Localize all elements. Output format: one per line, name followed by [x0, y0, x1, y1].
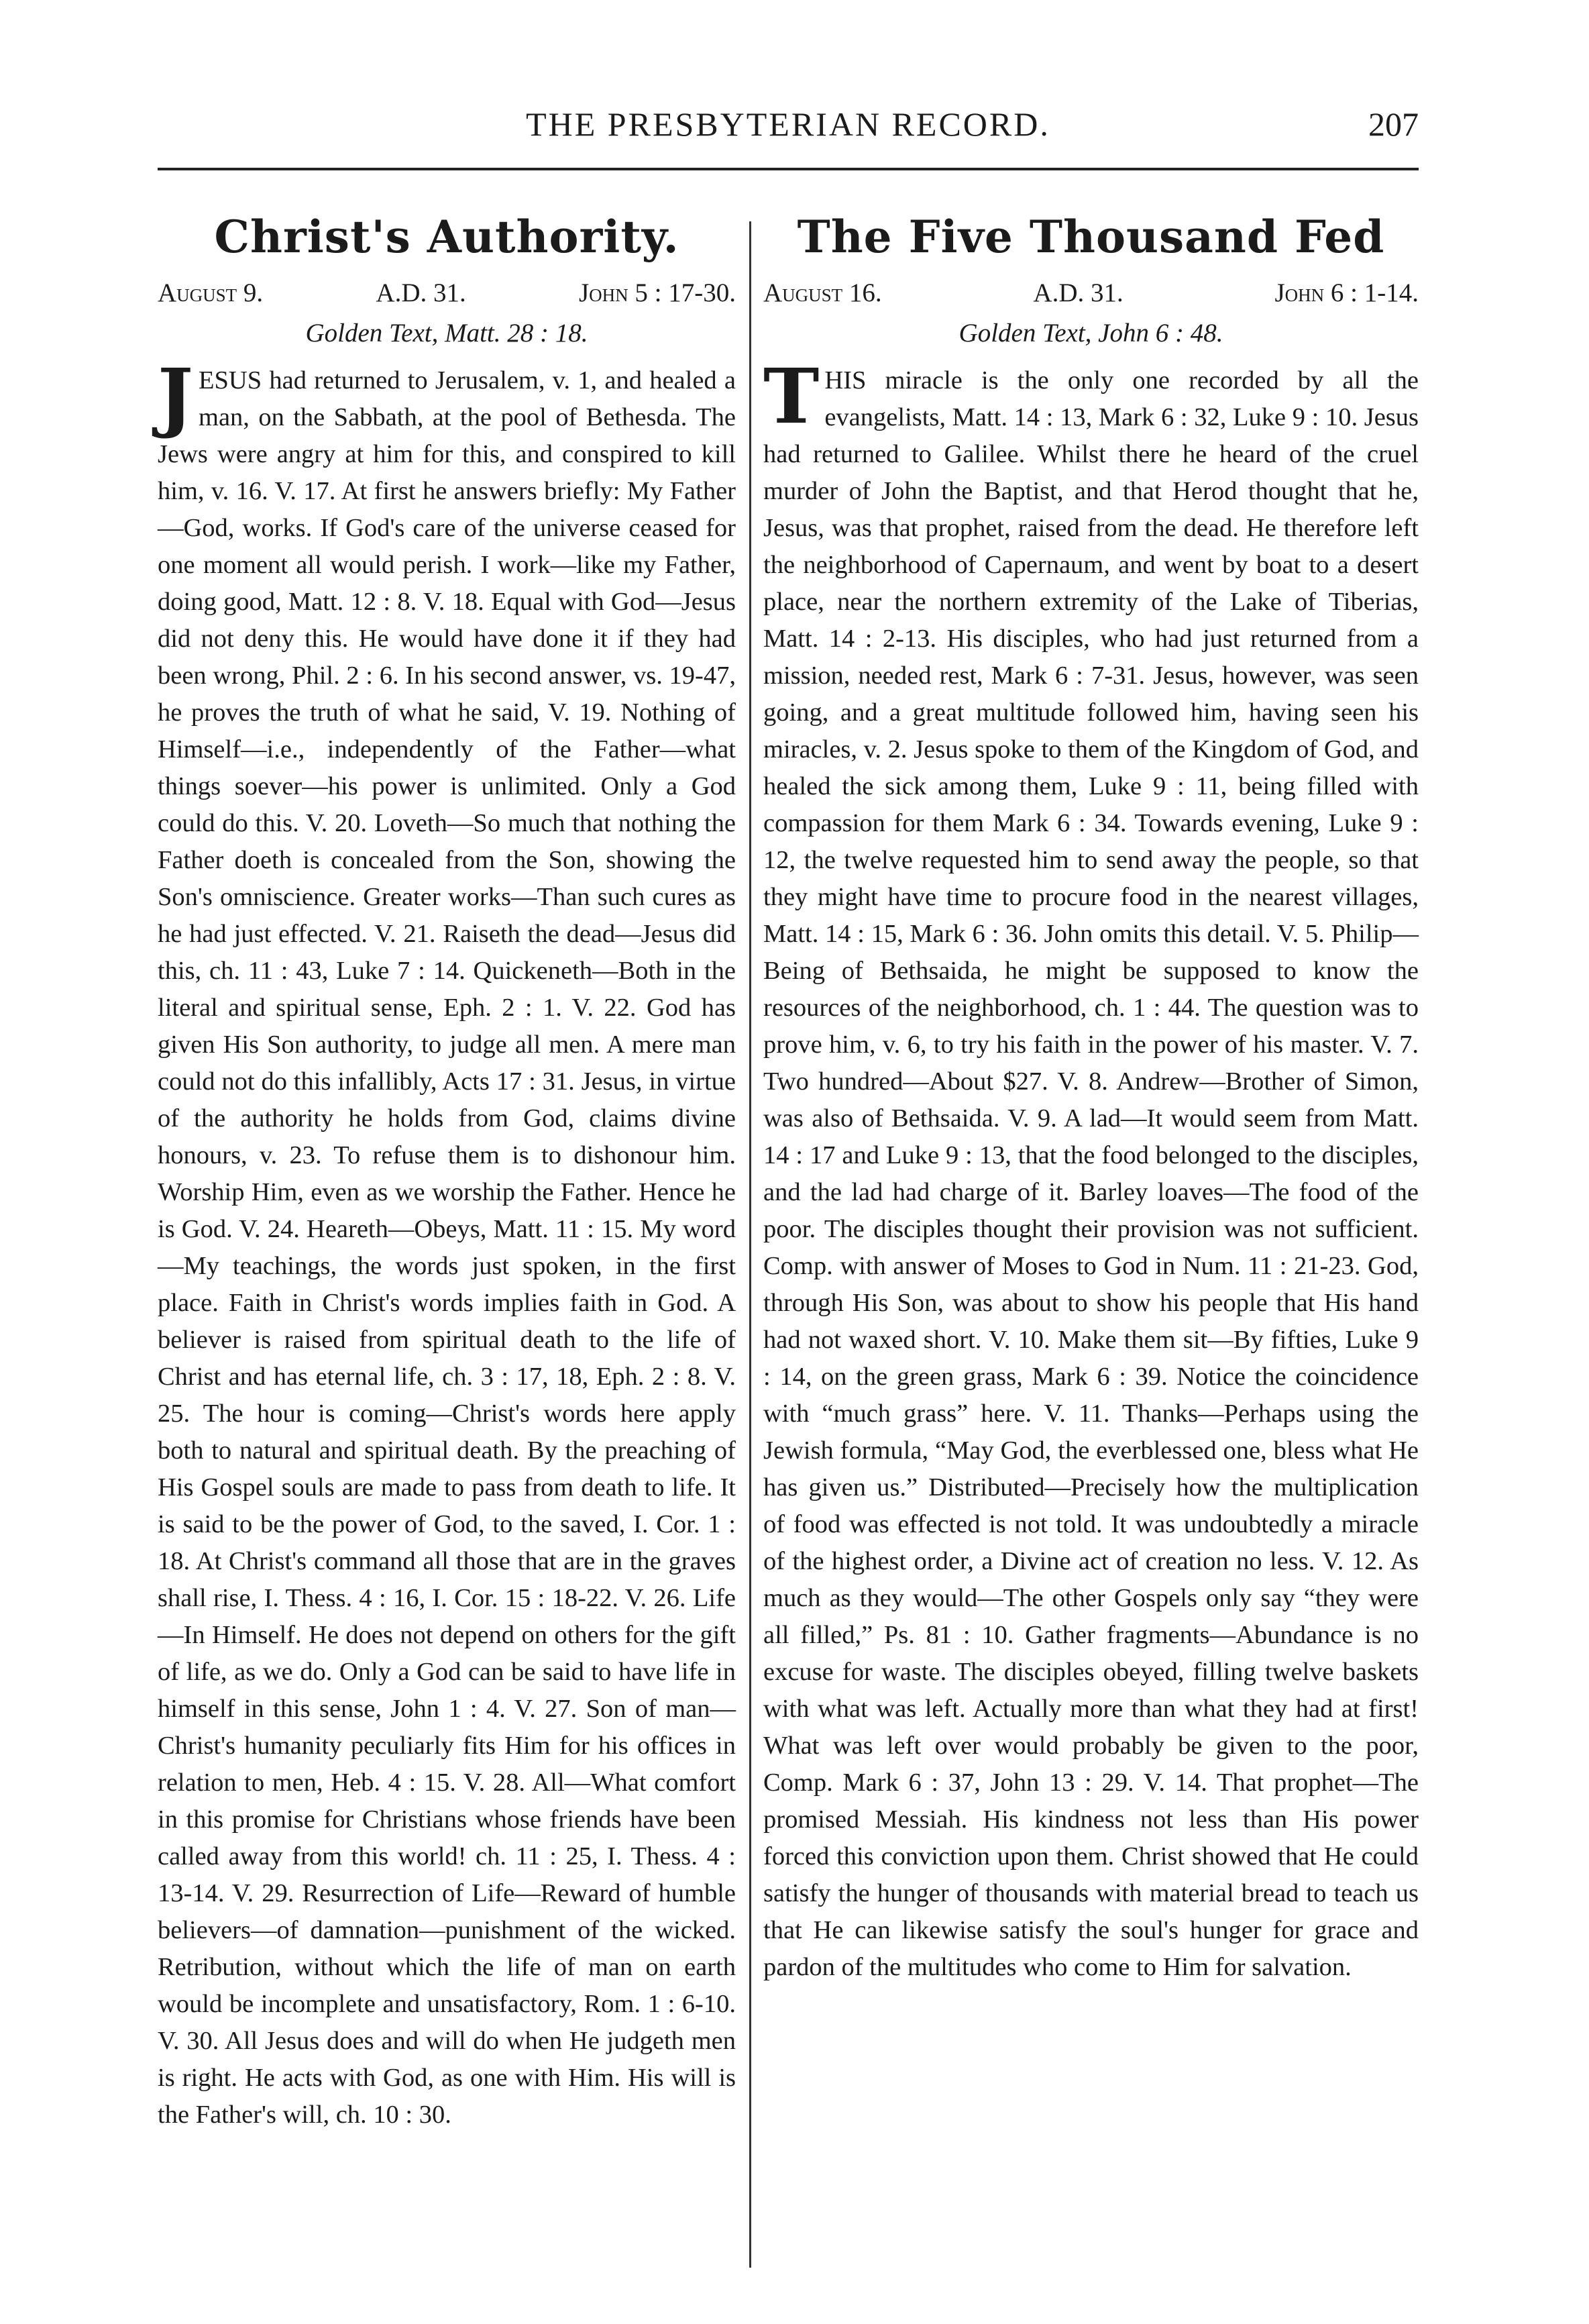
lesson-year: A.D. 31.	[1033, 278, 1124, 307]
header-rule	[158, 168, 1419, 170]
right-column-article	[763, 200, 1419, 2293]
golden-text: Golden Text, John 6 : 48.	[958, 319, 1223, 348]
article-title: Christ's Authority.	[214, 211, 679, 263]
lesson-meta	[763, 274, 1419, 313]
lesson-reference: John 6 : 1-14.	[1274, 278, 1419, 307]
article-body	[158, 353, 736, 2133]
body-text: HIS miracle is the only one recorded by all the evangelists, Matt. 14 : 13, Mark 6 : 32, Luke 9 : 10. Jesus had returned to Galilee. Whilst there he heard of the cruel murder of John the Baptist, and that Herod thought that he, Jesus, was that prophet, raised from the dead. He therefore left the neighborhood of Capernaum, and went by boat to a desert place, near the northern extremity of the Lake of Tiberias, Matt. 14 : 2-13. His disciples, who had just returned from a mission, needed rest, Mark 6 : 7-31. Jesus, however, was seen going, and a great multitude followed him, having seen his miracles, v. 2. Jesus spoke to them of the Kingdom of God, and healed the sick among them, Luke 9 : 11, being filled with compassion for them Mark 6 : 34. Towards evening, Luke 9 : 12, the twelve requested him to send away the people, so that they might have time to procure food in the nearest villages, Matt. 14 : 15, Mark 6 : 36. John omits this detail. V. 5. Philip—Being of Bethsaida, he might be supposed to know the resources of the neighborhood, ch. 1 : 44. The question was to prove him, v. 6, to try his faith in the power of his master. V. 7. Two hundred—About $27. V. 8. Andrew—Brother of Simon, was also of Bethsaida. V. 9. A lad—It would seem from Matt. 14 : 17 and Luke 9 : 13, that the food belonged to the disciples, and the lad had charge of it. Barley loaves—The food of the poor. The disciples thought their provision was not sufficient. Comp. with answer of Moses to God in Num. 11 : 21-23. God, through His Son, was about to show his people that His hand had not waxed short. V. 10. Make them sit—By fifties, Luke 9 : 14, on the green grass, Mark 6 : 39. Notice the coincidence with “much grass” here. V. 11. Thanks—Perhaps using the Jewish formula, “May God, the everblessed one, bless what He has given us.” Distributed—Precisely how the multiplication of food was effected is not told. It was undoubtedly a miracle of the highest order, a Divine act of creation no less. V. 12. As much as they would—The other Gospels only say “they were all filled,” Ps. 81 : 10. Gather fragments—Abundance is no excuse for waste. The disciples obeyed, filling twelve baskets with what was left. Actually more than what they had at first! What was left over would probably be given to the poor, Comp. Mark 6 : 37, John 13 : 29. V. 14. That prophet—The promised Messiah. His kindness not less than His power forced this conviction upon them. Christ showed that He could satisfy the hunger of thousands with material bread to teach us that He can likewise satisfy the soul's hunger for grace and pardon of the multitudes who come to Him for salvation.	[763, 366, 1419, 1981]
article-title: The Five Thousand Fed	[797, 211, 1385, 263]
drop-cap: J	[158, 353, 193, 441]
lesson-reference: John 5 : 17-30.	[578, 278, 736, 307]
running-title: THE PRESBYTERIAN RECORD.	[526, 105, 1050, 143]
lesson-meta	[158, 274, 736, 313]
lesson-date: August 9.	[158, 278, 264, 307]
column-divider	[749, 221, 751, 2268]
drop-cap: T	[763, 353, 820, 441]
body-text: ESUS had returned to Jerusalem, v. 1, and healed a man, on the Sabbath, at the pool of Bethesda. The Jews were angry at him for this, and conspired to kill him, v. 16. V. 17. At first he answers briefly: My Father—God, works. If God's care of the universe ceased for one moment all would perish. I work—like my Father, doing good, Matt. 12 : 8. V. 18. Equal with God—Jesus did not deny this. He would have done it if they had been wrong, Phil. 2 : 6. In his second answer, vs. 19-47, he proves the truth of what he said, V. 19. Nothing of Himself—i.e., independently of the Father—what things soever—his power is unlimited. Only a God could do this. V. 20. Loveth—So much that nothing the Father doeth is concealed from the Son, showing the Son's omniscience. Greater works—Than such cures as he had just effected. V. 21. Raiseth the dead—Jesus did this, ch. 11 : 43, Luke 7 : 14. Quickeneth—Both in the literal and spiritual sense, Eph. 2 : 1. V. 22. God has given His Son authority, to judge all men. A mere man could not do this infallibly, Acts 17 : 31. Jesus, in virtue of the authority he holds from God, claims divine honours, v. 23. To refuse them is to dishonour him. Worship Him, even as we worship the Father. Hence he is God. V. 24. Heareth—Obeys, Matt. 11 : 15. My word—My teachings, the words just spoken, in the first place. Faith in Christ's words implies faith in God. A believer is raised from spiritual death to the life of Christ and has eternal life, ch. 3 : 17, 18, Eph. 2 : 8. V. 25. The hour is coming—Christ's words here apply both to natural and spiritual death. By the preaching of His Gospel souls are made to pass from death to life. It is said to be the power of God, to the saved, I. Cor. 1 : 18. At Christ's command all those that are in the graves shall rise, I. Thess. 4 : 16, I. Cor. 15 : 18-22. V. 26. Life—In Himself. He does not depend on others for the gift of life, as we do. Only a God can be said to have life in himself in this sense, John 1 : 4. V. 27. Son of man—Christ's humanity peculiarly fits Him for his offices in relation to men, Heb. 4 : 15. V. 28. All—What comfort in this promise for Christians whose friends have been called away from this world! ch. 11 : 25, I. Thess. 4 : 13-14. V. 29. Resurrection of Life—Reward of humble believers—of damnation—punishment of the wicked. Retribution, without which the life of man on earth would be incomplete and unsatisfactory, Rom. 1 : 6-10. V. 30. All Jesus does and will do when He judgeth men is right. He acts with God, as one with Him. His will is the Father's will, ch. 10 : 30.	[158, 366, 736, 2129]
lesson-date: August 16.	[763, 278, 882, 307]
page-header	[158, 101, 1419, 158]
golden-text: Golden Text, Matt. 28 : 18.	[305, 319, 588, 348]
article-body	[763, 353, 1419, 1986]
page-number: 207	[1368, 105, 1419, 143]
left-column-article	[158, 200, 736, 2293]
lesson-year: A.D. 31.	[376, 278, 466, 307]
